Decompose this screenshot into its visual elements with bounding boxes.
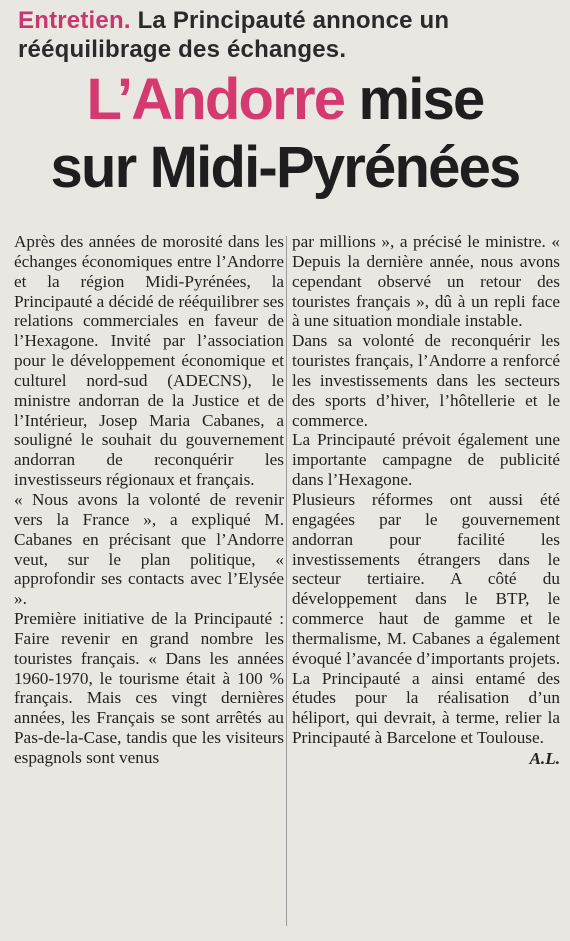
article-paragraph: Dans sa volonté de reconquérir les touristes français, l’Andorre a renforcé les investissements dans les secteurs des sports d’hiver, l’hôtellerie et le commerce. [292,331,560,430]
rubric-label: Entretien. [18,7,131,34]
kicker [18,6,563,64]
article-paragraph: « Nous avons la volonté de revenir vers la France », a expliqué M. Cabanes en précisant que l’Andorre veut, sur le plan politique, « approfondir ses contacts avec l’Elysée ». [14,489,284,609]
article-paragraph: par millions », a précisé le ministre. « Depuis la dernière année, nous avons cependant observé un retour des touristes français », dû à un repli face à une situation mondiale instable. [292,232,560,331]
headline-line-1 [10,66,560,134]
article-column-right [292,232,560,769]
deck-text: La Principauté annonce un rééquilibrage des échanges. [18,7,450,63]
article-paragraph: Première initiative de la Principauté : Faire revenir en grand nombre les touristes français. « Dans les années 1960-1970, le tourisme était à 100 % français. Mais ces vingt dernières années, les Français se sont arrêtés au Pas-de-la-Case, tandis que les visiteurs espagnols sont venus [14,609,284,767]
byline: A.L. [529,748,560,768]
headline-line-2: sur Midi-Pyrénées [50,135,520,200]
headline-accent: L’Andorre [86,67,345,132]
article-column-left [14,232,284,768]
column-divider [286,236,287,926]
headline-rest: mise [358,67,484,132]
article-paragraph: Après des années de morosité dans les échanges économiques entre l’Andorre et la région Midi-Pyrénées, la Principauté a décidé de rééquilibrer ses relations commerciales en faveur de l’Hexagone. Invité par l’association pour le développement économique et culturel nord-sud (ADECNS), le ministre andorran de la Justice et de l’Intérieur, Josep Maria Cabanes, a souligné le souhait du gouvernement andorran de reconquérir les investisseurs régionaux et français. [14,232,284,490]
article-paragraph: Plusieurs réformes ont aussi été engagées par le gouvernement andorran pour facilité les investissements étrangers dans le secteur tertiaire. A côté du développement dans le BTP, le commerce haut de gamme et le thermalisme, M. Cabanes a également évoqué l’avancée d’importants projets. La Principauté a ainsi entamé des études pour la réalisation d’un héliport, qui devrait, à terme, relier la Principauté à Barcelone et Toulouse. [292,489,560,748]
headline [10,66,560,202]
article-paragraph: La Principauté prévoit également une importante campagne de publicité dans l’Hexagone. [292,430,560,490]
